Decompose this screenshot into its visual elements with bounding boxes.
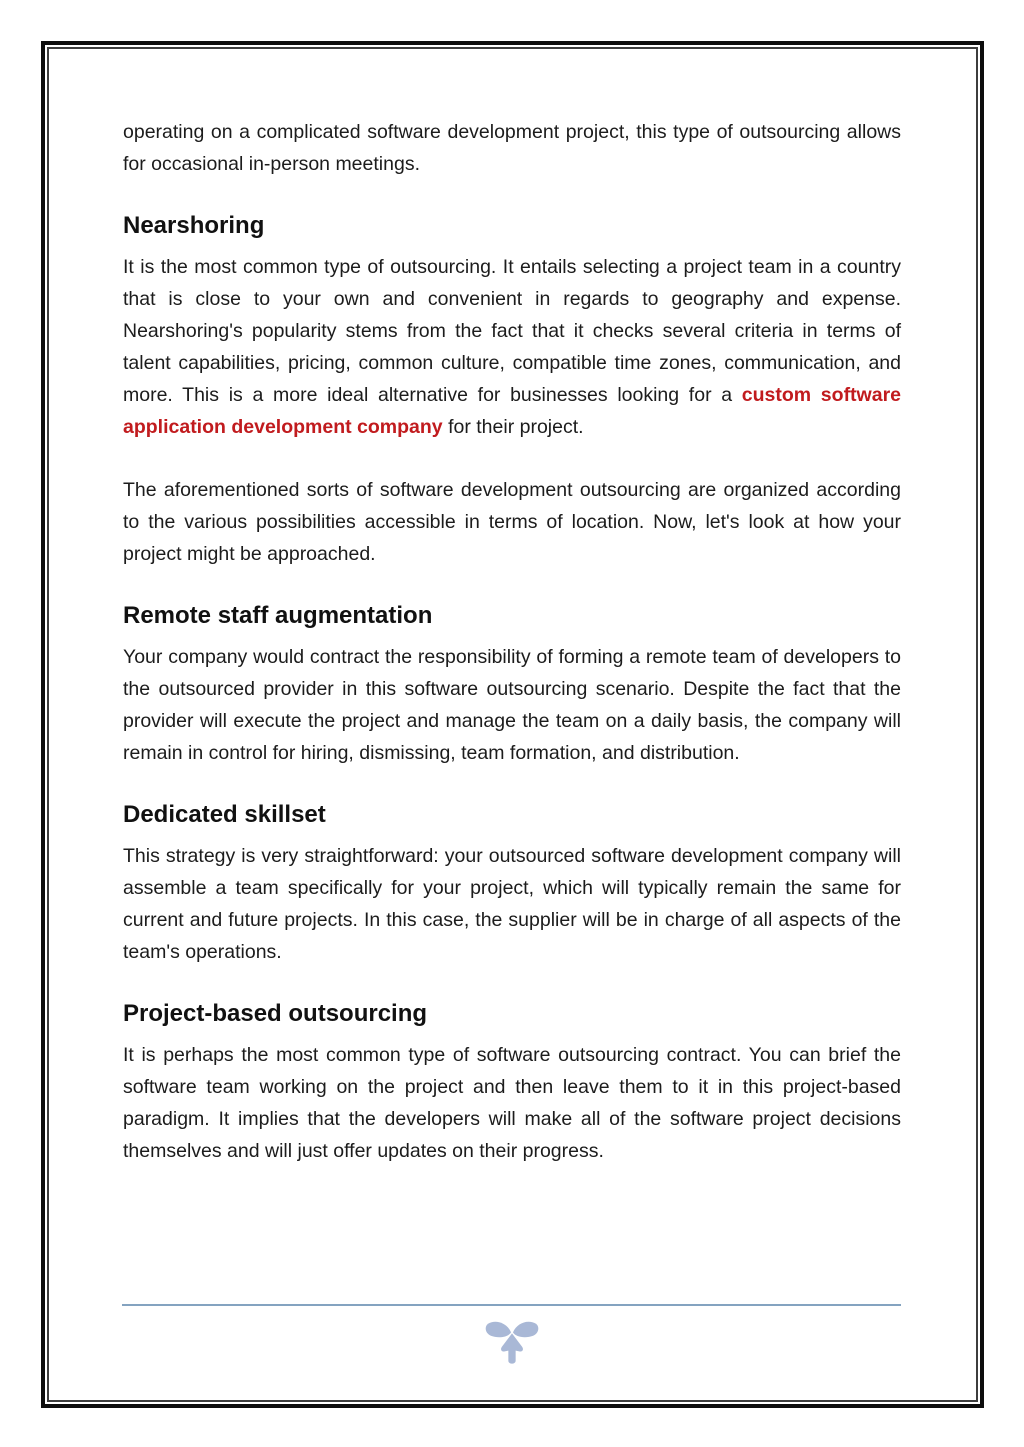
text-run: Nearshoring (123, 212, 265, 239)
section-heading (123, 800, 901, 830)
text-run: Remote staff augmentation (123, 602, 433, 629)
text-run: Dedicated skillset (123, 801, 326, 828)
document-body (123, 116, 901, 1198)
section-heading (123, 601, 901, 631)
body-paragraph (123, 116, 901, 180)
footer-divider (122, 1304, 901, 1306)
text-run: Your company would contract the responsibility of forming a remote team of developers to the outsourced provider in this software outsourcing scenario. Despite the fact that the provider will execute the project and manage the team on a daily basis, the company will remain in control for hiring, dismissing, team formation, and distribution. (123, 646, 901, 764)
custom-software-link[interactable]: custom software application development company (123, 384, 902, 438)
text-run: operating on a complicated software development project, this type of outsourcing allows for occasional in-person meetings. (123, 121, 901, 175)
section-heading (123, 999, 901, 1029)
body-paragraph (123, 641, 901, 769)
fleur-de-lis-paths (486, 1322, 539, 1364)
text-run: It is the most common type of outsourcing. It entails selecting a project team in a country that is close to your own and convenient in regards to geography and expense. Nearshoring's popularity stems from the fact that it checks several criteria in terms of talent capabilities, pricing, common culture, compatible time zones, communication, and more. This is a more ideal alternative for businesses looking for a (123, 256, 901, 406)
body-paragraph (123, 1039, 901, 1167)
fleur-de-lis-icon (481, 1318, 543, 1366)
text-run: for their project. (442, 416, 584, 438)
body-paragraph (123, 840, 901, 968)
text-run: This strategy is very straightforward: your outsourced software development company will assemble a team specifically for your project, which will typically remain the same for current and future projects. In this case, the supplier will be in charge of all aspects of the team's operations. (123, 845, 901, 963)
text-run: The aforementioned sorts of software development outsourcing are organized according to the various possibilities accessible in terms of location. Now, let's look at how your project might be approached. (123, 479, 901, 565)
body-paragraph (123, 474, 901, 570)
text-run: It is perhaps the most common type of software outsourcing contract. You can brief the software team working on the project and then leave them to it in this project-based paradigm. It implies that the developers will make all of the software project decisions themselves and will just offer updates on their progress. (123, 1044, 901, 1162)
section-heading (123, 211, 901, 241)
text-run: Project-based outsourcing (123, 1000, 428, 1027)
body-paragraph (123, 251, 901, 443)
